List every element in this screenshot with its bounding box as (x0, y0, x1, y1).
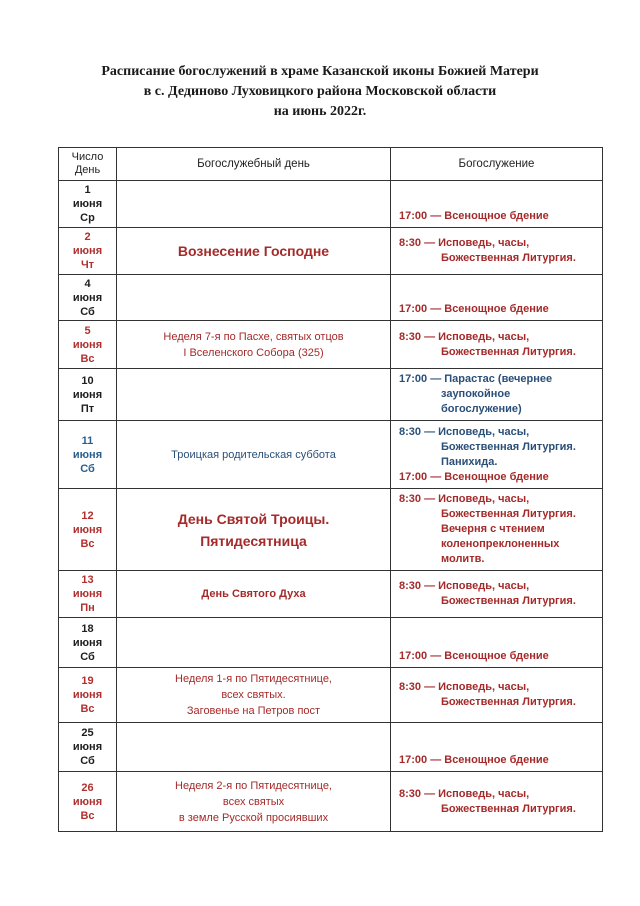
date-cell (59, 571, 117, 618)
date-month: июня (72, 636, 103, 649)
service-line: 17:00 — Всенощное бдение (399, 754, 549, 766)
liturgical-day-cell: Троицкая родительская суббота (117, 421, 391, 489)
date-cell (59, 489, 117, 571)
header-date (59, 148, 117, 181)
date-cell (59, 668, 117, 723)
service-line: 17:00 — Парастас (вечернее (399, 373, 553, 385)
liturgical-day-cell (117, 668, 391, 723)
date-cell (59, 772, 117, 832)
liturgical-day-cell (117, 489, 391, 571)
schedule-title (0, 62, 640, 122)
date-number: 19 (81, 675, 94, 687)
header-date-line1: Число (71, 151, 104, 163)
service-cell (391, 489, 603, 571)
title-line-3: на июнь 2022г. (273, 104, 367, 119)
date-month: июня (72, 795, 103, 808)
date-weekday: Сб (80, 305, 95, 318)
service-cell (391, 772, 603, 832)
date-weekday: Пн (80, 602, 95, 614)
liturgical-day-line: I Вселенского Собора (325) (183, 346, 324, 359)
header-liturgical-day: Богослужебный день (117, 148, 391, 181)
service-line: Божественная Литургия. (441, 696, 576, 708)
date-cell (59, 421, 117, 489)
date-cell (59, 321, 117, 369)
service-line: 8:30 — Исповедь, часы, (399, 425, 530, 438)
service-line: 17:00 — Всенощное бдение (399, 303, 549, 315)
date-cell (59, 181, 117, 228)
title-line-1: Расписание богослужений в храме Казанской иконы Божией Матери (101, 64, 539, 79)
service-line: 8:30 — Исповедь, часы, (399, 580, 530, 592)
liturgical-day-line: Неделя 1-я по Пятидесятнице, (175, 673, 332, 685)
service-line: Божественная Литургия. (441, 345, 576, 358)
liturgical-day-cell (117, 723, 391, 772)
liturgical-day-line: всех святых (222, 795, 285, 808)
date-month: июня (72, 523, 103, 536)
date-number: 18 (81, 622, 94, 635)
table-row (59, 321, 603, 369)
service-line: Панихида. (441, 455, 498, 468)
service-line: богослужение) (441, 403, 522, 415)
table-row (59, 723, 603, 772)
service-line: Божественная Литургия. (441, 508, 576, 520)
service-cell (391, 275, 603, 321)
service-cell (391, 723, 603, 772)
date-weekday: Ср (80, 212, 95, 224)
service-cell (391, 321, 603, 369)
date-number: 13 (81, 574, 94, 586)
table-row (59, 275, 603, 321)
table-row (59, 618, 603, 668)
liturgical-day-cell (117, 618, 391, 668)
date-weekday: Вс (80, 352, 95, 365)
schedule-table (58, 147, 603, 832)
date-month: июня (72, 338, 103, 351)
service-line: Божественная Литургия. (441, 595, 576, 607)
date-weekday: Чт (80, 259, 95, 271)
date-weekday: Вс (80, 809, 95, 822)
table-row (59, 668, 603, 723)
service-line: Вечерня с чтением (441, 523, 545, 535)
title-line-2: в с. Дединово Луховицкого района Московской области (143, 84, 497, 99)
service-cell (391, 618, 603, 668)
table-row (59, 181, 603, 228)
service-line: 17:00 — Всенощное бдение (399, 470, 549, 483)
date-cell (59, 723, 117, 772)
header-date-line2: День (74, 164, 101, 176)
date-cell (59, 618, 117, 668)
liturgical-day-line: Пятидесятница (200, 532, 307, 549)
service-line: заупокойное (441, 388, 511, 400)
service-line: Божественная Литургия. (441, 802, 576, 815)
date-weekday: Вс (80, 537, 95, 550)
date-month: июня (72, 198, 103, 210)
liturgical-day-line: всех святых. (221, 689, 286, 701)
liturgical-day-cell: День Святого Духа (117, 571, 391, 618)
table-row (59, 421, 603, 489)
table-row (59, 489, 603, 571)
service-line: Божественная Литургия. (441, 252, 576, 264)
table-row (59, 772, 603, 832)
date-number: 2 (84, 231, 91, 243)
service-line: 8:30 — Исповедь, часы, (399, 787, 530, 800)
date-cell (59, 275, 117, 321)
liturgical-day-cell (117, 321, 391, 369)
date-weekday: Пт (80, 402, 95, 415)
service-line: 17:00 — Всенощное бдение (399, 650, 549, 662)
date-number: 1 (84, 184, 91, 196)
date-number: 11 (81, 434, 94, 447)
date-weekday: Сб (80, 755, 95, 767)
service-cell (391, 228, 603, 275)
date-month: июня (72, 291, 103, 304)
date-number: 26 (81, 781, 94, 794)
date-month: июня (72, 689, 103, 701)
date-month: июня (72, 588, 103, 600)
liturgical-day-line: Неделя 2-я по Пятидесятнице, (175, 779, 332, 792)
liturgical-day-cell (117, 275, 391, 321)
liturgical-day-cell: Вознесение Господне (117, 228, 391, 275)
liturgical-day-line: Заговенье на Петров пост (186, 705, 321, 717)
date-cell (59, 369, 117, 421)
table-row (59, 571, 603, 618)
service-cell (391, 421, 603, 489)
date-month: июня (72, 388, 103, 401)
service-line: коленопреклоненных (441, 538, 560, 550)
table-row (59, 228, 603, 275)
service-cell (391, 571, 603, 618)
date-number: 25 (81, 727, 94, 739)
date-weekday: Сб (80, 650, 95, 663)
service-line: 8:30 — Исповедь, часы, (399, 237, 530, 249)
service-line: 17:00 — Всенощное бдение (399, 210, 549, 222)
liturgical-day-cell (117, 369, 391, 421)
date-number: 10 (81, 374, 94, 387)
liturgical-day-line: Неделя 7-я по Пасхе, святых отцов (163, 330, 344, 343)
date-month: июня (72, 741, 103, 753)
service-line: 8:30 — Исповедь, часы, (399, 681, 530, 693)
liturgical-day-line: в земле Русской просиявших (178, 811, 329, 824)
service-cell (391, 369, 603, 421)
table-row (59, 369, 603, 421)
date-month: июня (72, 448, 103, 461)
liturgical-day-line: День Святой Троицы. (177, 510, 330, 527)
date-number: 12 (81, 509, 94, 522)
date-cell (59, 228, 117, 275)
service-cell (391, 668, 603, 723)
service-line: Божественная Литургия. (441, 440, 576, 453)
table-header-row (59, 148, 603, 181)
liturgical-day-cell (117, 772, 391, 832)
service-line: молитв. (441, 553, 485, 565)
service-cell (391, 181, 603, 228)
liturgical-day-cell (117, 181, 391, 228)
date-weekday: Сб (80, 462, 95, 475)
date-number: 5 (84, 324, 91, 337)
header-service: Богослужение (391, 148, 603, 181)
date-weekday: Вс (80, 703, 95, 715)
date-month: июня (72, 245, 103, 257)
service-line: 8:30 — Исповедь, часы, (399, 493, 530, 505)
service-line: 8:30 — Исповедь, часы, (399, 330, 530, 343)
date-number: 4 (84, 277, 91, 290)
